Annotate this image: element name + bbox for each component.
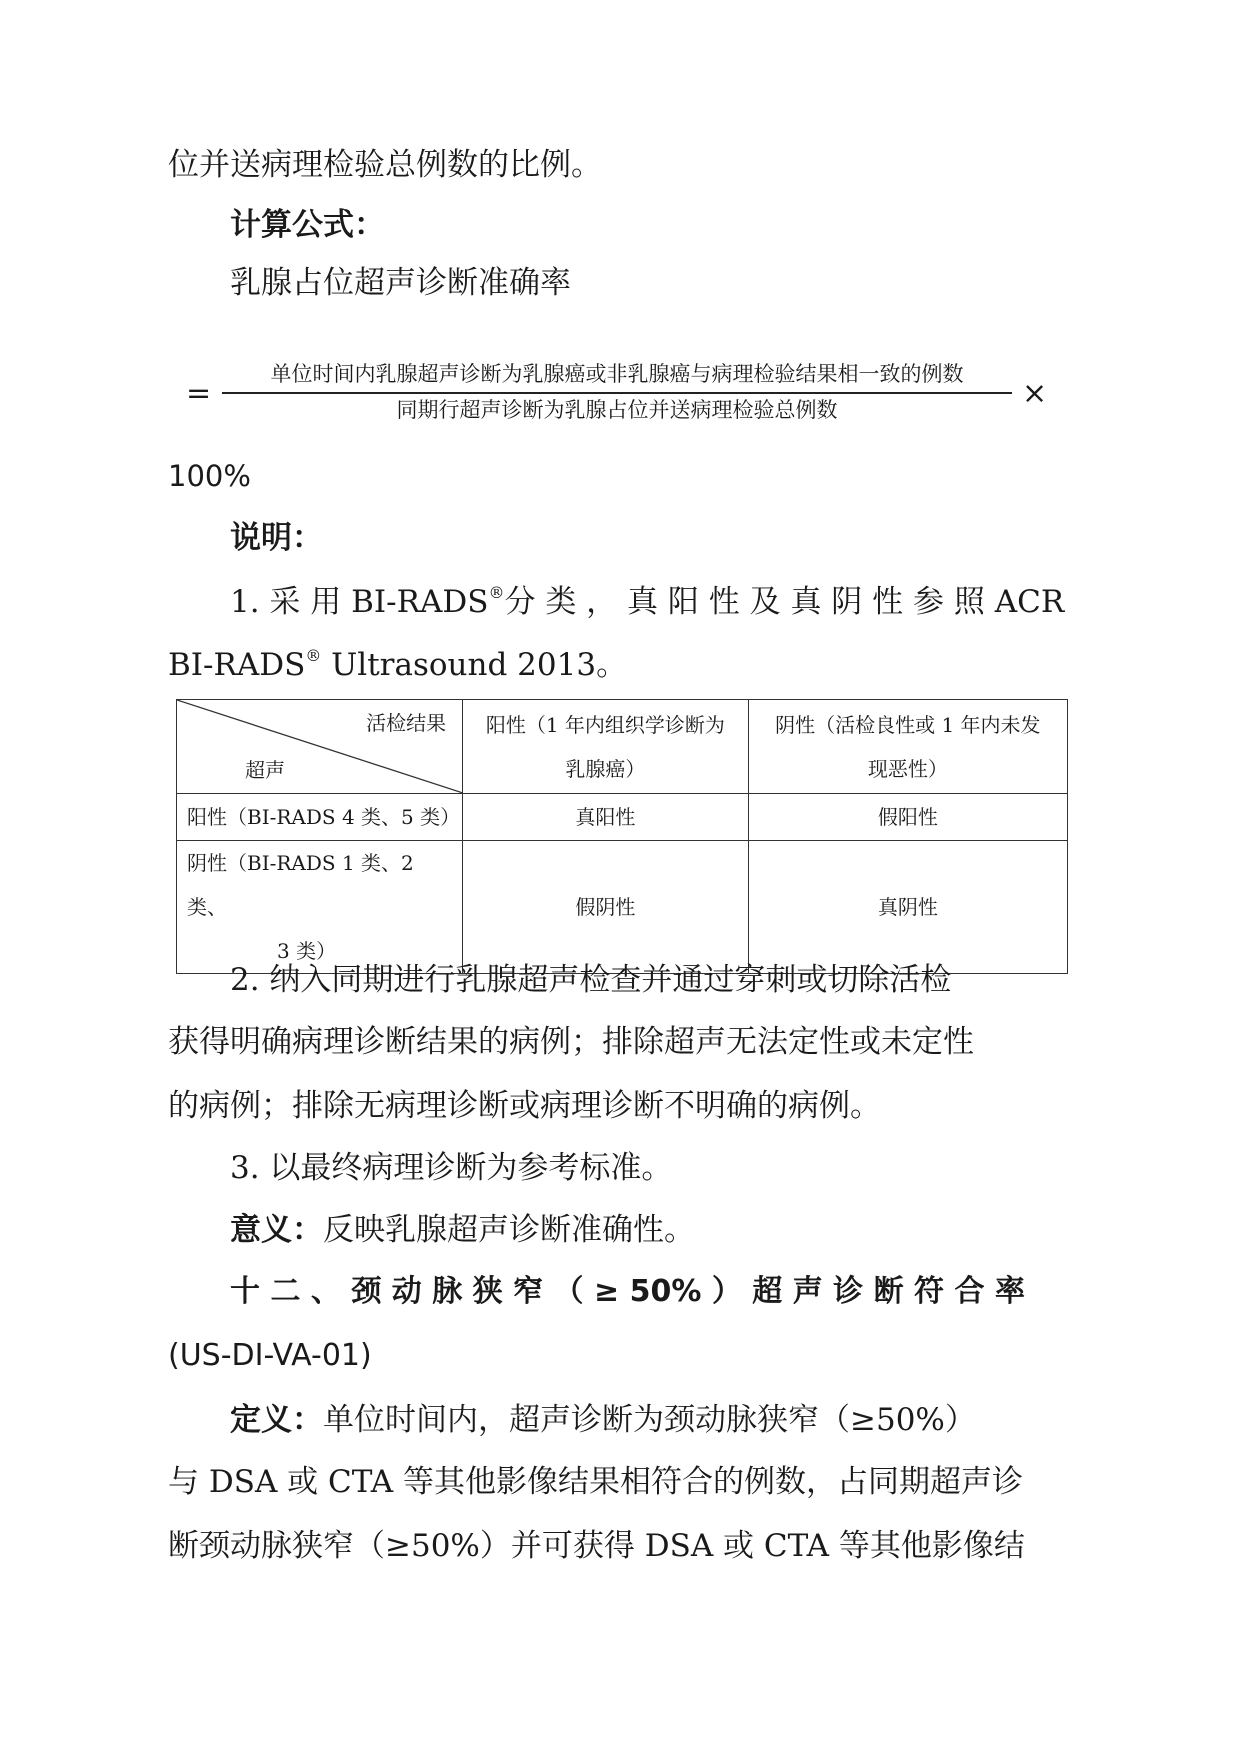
definition-line-2: 与 DSA 或 CTA 等其他影像结果相符合的例数，占同期超声诊 (168, 1464, 1023, 1500)
cell-true-positive: 真阳性 (463, 794, 749, 841)
cell-false-negative: 假阴性 (463, 841, 749, 974)
cell-false-positive: 假阳性 (748, 794, 1067, 841)
diagonal-header-cell (177, 700, 463, 794)
registered-mark: ® (305, 646, 322, 665)
rate-name: 乳腺占位超声诊断准确率 (230, 265, 571, 301)
table-row (177, 841, 1068, 974)
note-heading: 说明： (230, 520, 323, 556)
fraction-bar (222, 392, 1012, 394)
header-negative (748, 700, 1067, 794)
note-2-line-3: 的病例；排除无病理诊断或病理诊断不明确的病例。 (168, 1088, 881, 1124)
note-2-line-2: 获得明确病理诊断结果的病例；排除超声无法定性或未定性 (168, 1024, 974, 1060)
note-1-line-1 (230, 582, 1065, 622)
meaning-heading: 意义： (230, 1212, 323, 1248)
formula-fraction (186, 360, 1048, 430)
registered-mark: ® (488, 583, 505, 602)
header-ultrasound: 超声 (245, 758, 285, 782)
table-row (177, 794, 1068, 841)
definition-text: 单位时间内，超声诊断为颈动脉狭窄（≥50%） (323, 1402, 976, 1438)
meaning-paragraph (230, 1210, 695, 1250)
row-label: 阳性（BI-RADS 4 类、5 类） (177, 794, 463, 841)
formula-heading: 计算公式： (230, 207, 385, 243)
section-title-line-2: (US-DI-VA-01) (168, 1338, 372, 1373)
birads-table (176, 699, 1068, 974)
note-1-rest: 分 类 ， 真 阳 性 及 真 阴 性 参 照 ACR (504, 584, 1065, 620)
row-label-line-1: 阴性（BI-RADS 1 类、2 类、 (187, 851, 414, 919)
header-positive-line-1: 阳性（1 年内组织学诊断为 (485, 712, 725, 737)
equals-sign: = (186, 376, 212, 411)
times-sign: × (1022, 376, 1048, 411)
row-label (177, 841, 463, 974)
note-1-birads: BI-RADS (168, 647, 306, 683)
header-negative-line-1: 阴性（活检良性或 1 年内未发 (775, 712, 1041, 737)
header-biopsy-result: 活检结果 (366, 711, 447, 735)
formula-denominator: 同期行超声诊断为乳腺占位并送病理检验总例数 (396, 398, 838, 422)
cell-true-negative: 真阴性 (748, 841, 1067, 974)
definition-line-3: 断颈动脉狭窄（≥50%）并可获得 DSA 或 CTA 等其他影像结 (168, 1528, 1025, 1564)
section-title-line-1: 十 二 、 颈 动 脉 狭 窄 （ ≥ 50% ） 超 声 诊 断 符 合 率 (230, 1274, 1025, 1309)
note-3: 3. 以最终病理诊断为参考标准。 (230, 1150, 673, 1186)
percent-value: 100% (168, 459, 251, 493)
row-label-line-2: 3 类） (277, 939, 337, 963)
formula-numerator: 单位时间内乳腺超声诊断为乳腺癌或非乳腺癌与病理检验结果相一致的例数 (270, 362, 964, 386)
definition-line-1 (230, 1400, 976, 1440)
paragraph-line: 位并送病理检验总例数的比例。 (168, 147, 602, 183)
note-1-line-2 (168, 645, 627, 685)
header-negative-line-2: 现恶性） (867, 756, 948, 781)
note-2-line-1: 2. 纳入同期进行乳腺超声检查并通过穿刺或切除活检 (230, 962, 952, 998)
header-positive (463, 700, 749, 794)
meaning-text: 反映乳腺超声诊断准确性。 (323, 1212, 695, 1248)
note-1-prefix: 1. 采 用 BI-RADS (230, 584, 489, 620)
table-header-row (177, 700, 1068, 794)
header-positive-line-2: 乳腺癌） (565, 756, 646, 781)
definition-heading: 定义： (230, 1402, 323, 1438)
note-1-ultrasound: Ultrasound 2013。 (321, 647, 628, 683)
